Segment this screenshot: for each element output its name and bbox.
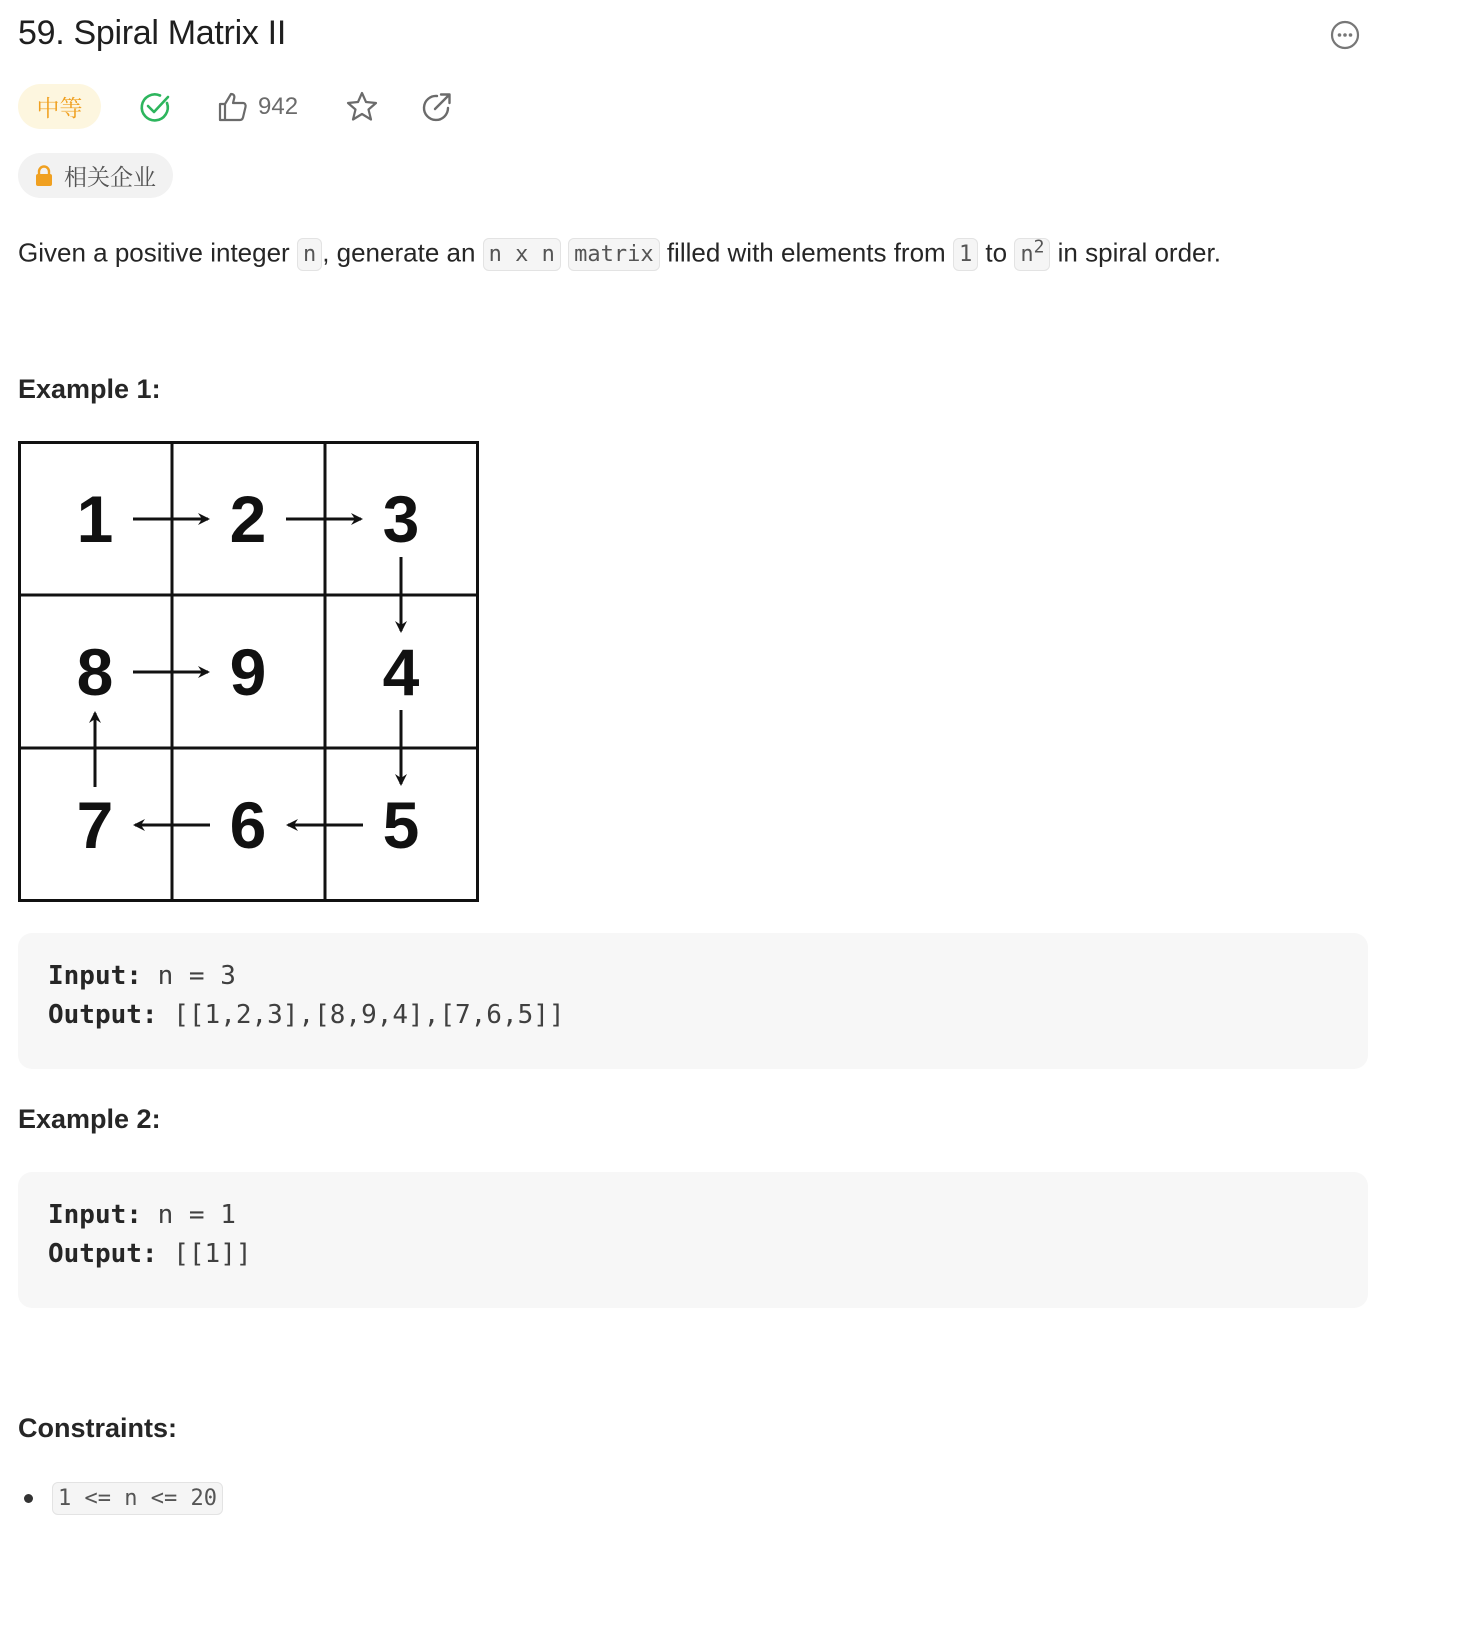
grid-cell-number: 9 [229, 635, 267, 709]
grid-cell-number: 5 [382, 788, 420, 862]
constraint-code: 1 <= n <= 20 [52, 1482, 223, 1515]
input-value: n = 3 [157, 961, 236, 991]
inline-code: matrix [568, 238, 659, 271]
more-options-button[interactable] [1326, 16, 1364, 54]
output-label: Output: [48, 1239, 158, 1269]
related-companies-label: 相关企业 [64, 164, 156, 190]
inline-code: $n^2$ [1014, 238, 1050, 271]
inline-code: 1 [953, 238, 978, 271]
solved-status-button[interactable] [136, 88, 174, 126]
input-label: Input: [48, 961, 142, 991]
example-1-code [18, 933, 1368, 1069]
input-label: Input: [48, 1200, 142, 1230]
grid-cell-number: 2 [229, 482, 267, 556]
favorite-button[interactable] [343, 88, 381, 126]
output-label: Output: [48, 1000, 158, 1030]
share-button[interactable] [418, 88, 456, 126]
grid-cell-number: 3 [382, 482, 420, 556]
like-count: 942 [258, 93, 299, 120]
grid-cell-number: 7 [76, 788, 114, 862]
grid-cell-number: 4 [382, 635, 420, 709]
inline-code: n [297, 238, 322, 271]
output-value: [[1]] [173, 1239, 252, 1269]
example-2-heading: Example 2: [18, 1104, 161, 1134]
input-value: n = 1 [157, 1200, 236, 1230]
share-icon [418, 88, 456, 126]
constraint-item [18, 1482, 223, 1515]
related-companies-tag[interactable] [18, 153, 173, 198]
output-value: [[1,2,3],[8,9,4],[7,6,5]] [173, 1000, 565, 1030]
grid-cell-number: 8 [76, 635, 114, 709]
grid-cell-number: 6 [229, 788, 267, 862]
problem-title: 59. Spiral Matrix II [18, 14, 286, 52]
spiral-matrix-figure [18, 441, 479, 902]
more-icon [1326, 16, 1364, 54]
example-1-heading: Example 1: [18, 374, 161, 404]
example-2-code [18, 1172, 1368, 1308]
thumbs-up-icon [216, 90, 250, 124]
check-circle-icon [136, 88, 174, 126]
bullet [24, 1494, 33, 1503]
star-icon [343, 88, 381, 126]
lock-icon [34, 165, 54, 187]
inline-code: n x n [483, 238, 561, 271]
like-button[interactable] [216, 88, 298, 126]
constraints-heading: Constraints: [18, 1413, 178, 1443]
problem-description: Given a positive integer n , generate an n x n matrix filled with elements from 1 to $n^2$ in spiral order. [18, 226, 1221, 277]
difficulty-badge[interactable]: 中等 [18, 84, 101, 129]
grid-cell-number: 1 [76, 482, 114, 556]
